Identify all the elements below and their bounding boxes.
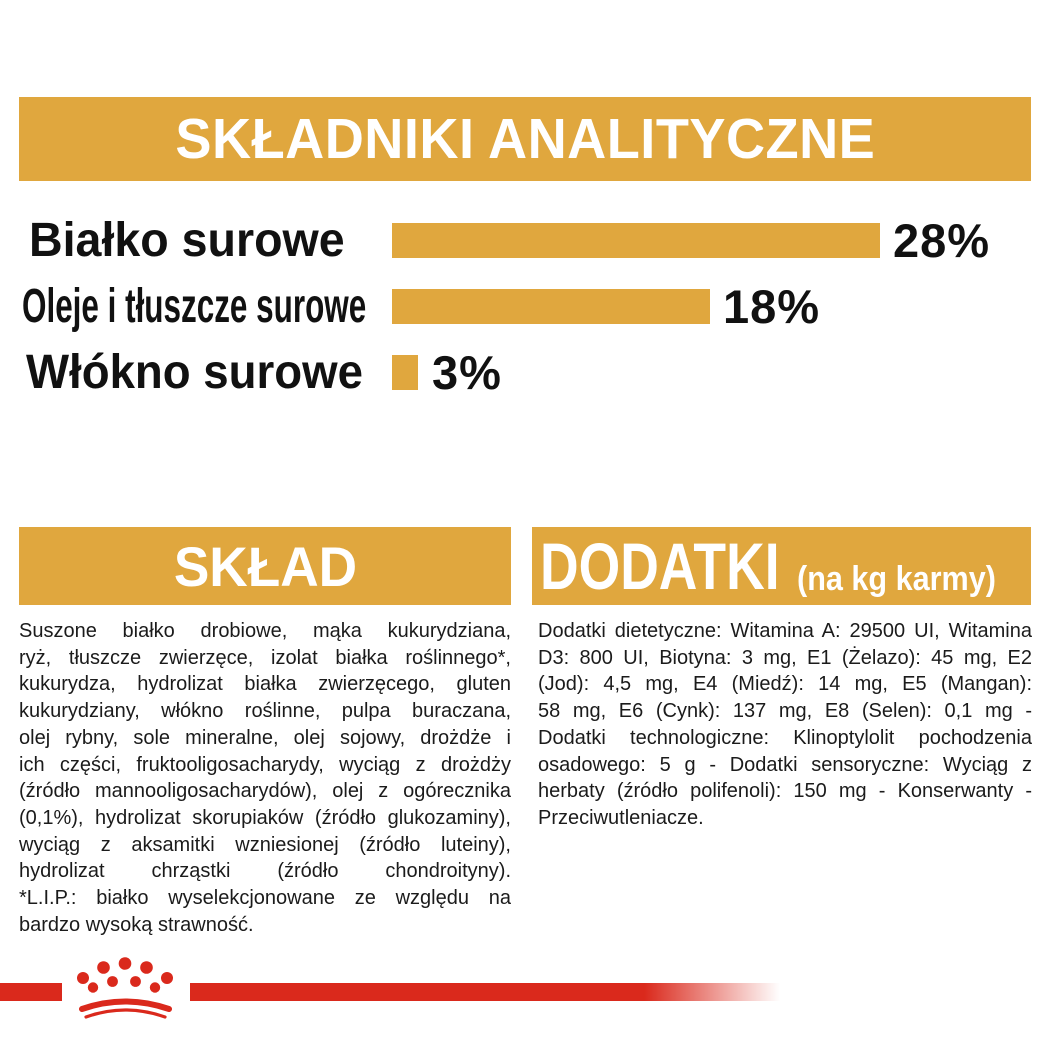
- composition-text: [19, 618, 511, 938]
- text-line: ich części, fruktooligosacharydy, wyciąg z drożdży: [19, 753, 511, 776]
- chart-row: [0, 214, 1049, 267]
- chart-row-label: Białko surowe: [29, 214, 345, 267]
- royal-canin-crown-icon: [60, 953, 190, 1025]
- text-line: kukurydziany, włókno roślinne, pulpa buraczana,: [19, 700, 511, 723]
- text-line: (0,1%), hydrolizat skorupiaków (źródło glukozaminy),: [19, 806, 511, 829]
- composition-banner: [19, 527, 511, 605]
- text-line: *L.I.P.: białko wyselekcjonowane ze względu na: [19, 887, 511, 910]
- chart-bar: [392, 289, 710, 324]
- additives-banner: [532, 527, 1031, 605]
- text-line: (źródło mannooligosacharydów), olej z ogórecznika: [19, 780, 511, 803]
- text-line: Dodatki dietetyczne: Witamina A: 29500 UI, Witamina: [538, 620, 1032, 642]
- text-line: Suszone białko drobiowe, mąka kukurydziana,: [19, 620, 511, 642]
- chart-row: [0, 346, 1049, 399]
- text-line: bardzo wysoką strawność.: [19, 913, 254, 936]
- text-line: olej rybny, sole mineralne, olej sojowy, drożdże i: [19, 726, 511, 749]
- additives-title: DODATKI: [540, 529, 780, 603]
- text-line: ryż, tłuszcze zwierzęce, izolat białka roślinnego*,: [19, 646, 511, 669]
- chart-row: [0, 280, 1049, 333]
- chart-bar: [392, 355, 418, 390]
- chart-value: 28%: [893, 214, 991, 267]
- text-line: osadowego: 5 g - Dodatki sensoryczne: Wyciąg z: [538, 753, 1032, 776]
- composition-title: SKŁAD: [173, 534, 357, 598]
- text-line: kukurydza, hydrolizat białka zwierzęcego, gluten: [19, 673, 511, 696]
- text-line: hydrolizat chrząstki (źródło chondroityny).: [19, 860, 511, 883]
- text-line: 58 mg, E6 (Cynk): 137 mg, E8 (Selen): 0,1 mg -: [538, 700, 1032, 723]
- text-line: wyciąg z aksamitki wzniesionej (źródło luteiny),: [19, 833, 511, 856]
- page-title: SKŁADNIKI ANALITYCZNE: [175, 107, 875, 171]
- chart-row-label: Oleje i tłuszcze surowe: [22, 280, 367, 333]
- additives-subtitle: (na kg karmy): [797, 560, 996, 598]
- text-line: (Jod): 4,5 mg, E4 (Miedź): 14 mg, E5 (Mangan):: [538, 673, 1032, 696]
- text-line: Przeciwutleniacze.: [538, 806, 704, 829]
- text-line: D3: 800 UI, Biotyna: 3 mg, E1 (Żelazo): 45 mg, E2: [538, 646, 1032, 669]
- text-line: Dodatki technologiczne: Klinoptylolit pochodzenia: [538, 726, 1032, 749]
- chart-value: 3%: [432, 346, 502, 399]
- footer-red-bar-left: [0, 983, 62, 1001]
- chart-bar: [392, 223, 880, 258]
- chart-row-label: Włókno surowe: [26, 346, 363, 399]
- text-line: herbaty (źródło polifenoli): 150 mg - Konserwanty -: [538, 780, 1032, 803]
- analytical-components-banner: [19, 97, 1031, 181]
- chart-value: 18%: [723, 280, 821, 333]
- footer-red-bar-right: [190, 983, 780, 1001]
- additives-text: [538, 618, 1032, 832]
